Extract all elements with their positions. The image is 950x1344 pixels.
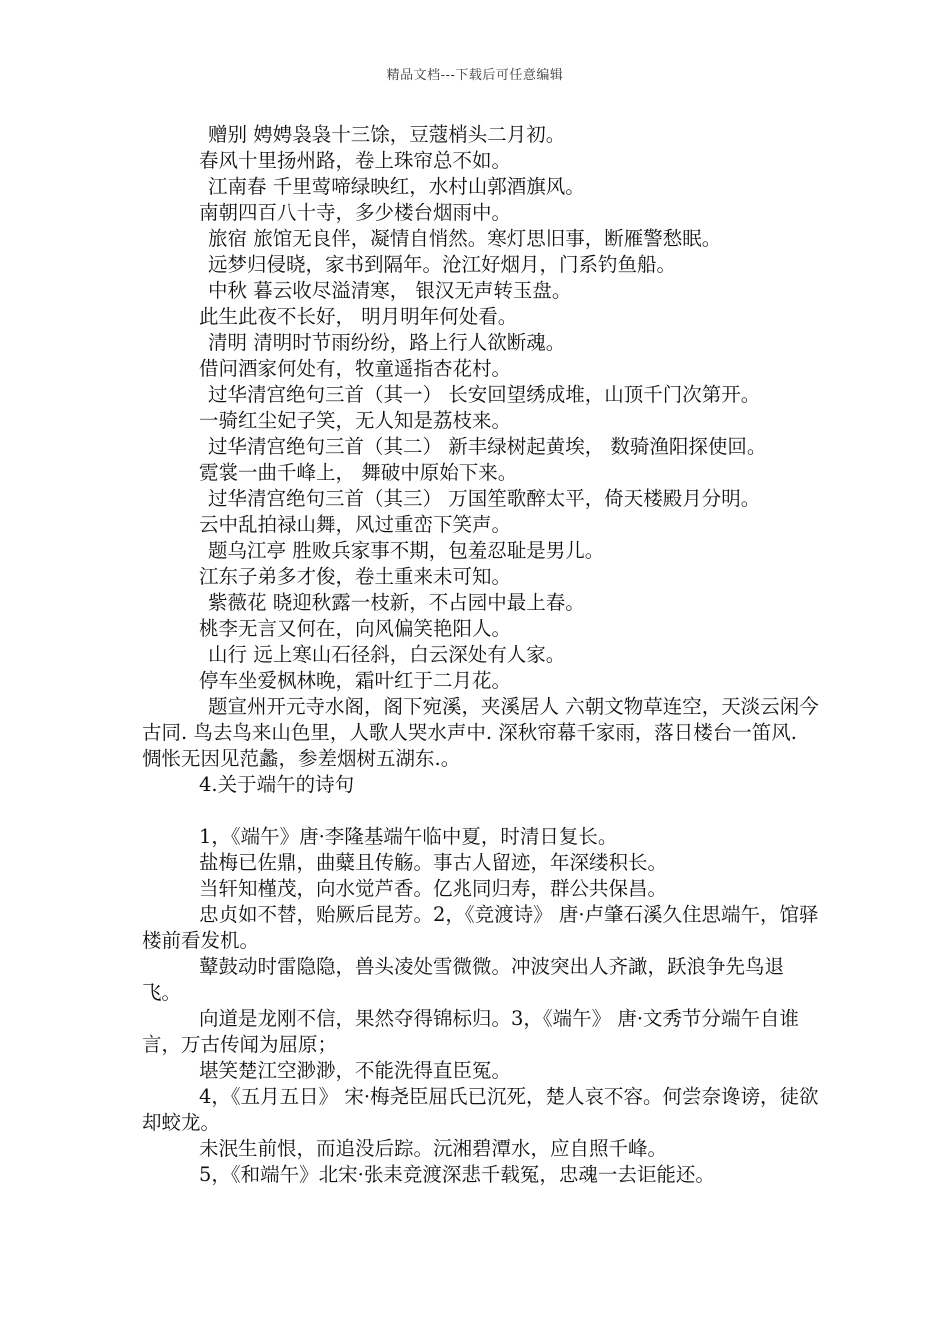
text-paragraph: 一骑红尘妃子笑，无人知是荔枝来。 <box>199 409 512 432</box>
poem-title-paragraph: 过华清宫绝句三首（其三） 万国笙歌醉太平，倚天楼殿月分明。 <box>208 487 761 510</box>
poem-title-paragraph: 题乌江亭 胜败兵家事不期，包羞忍耻是男儿。 <box>208 539 605 562</box>
document-body <box>142 122 822 1188</box>
text-paragraph: 1，《端午》唐·李隆基端午临中夏，时清日复长。 <box>199 825 618 848</box>
text-paragraph: 鼙鼓动时雷隐隐，兽头凌处雪微微。冲波突出人齐譀，跃浪争先鸟退飞。 <box>142 955 785 1004</box>
poem-title-paragraph: 清明 清明时节雨纷纷，路上行人欲断魂。 <box>208 331 566 354</box>
text-paragraph: 云中乱拍禄山舞，风过重峦下笑声。 <box>199 513 512 536</box>
text-paragraph: 4.关于端午的诗句 <box>199 773 355 796</box>
blank-line <box>142 798 822 824</box>
text-paragraph: 堪笑楚江空渺渺，不能洗得直臣冤。 <box>199 1059 512 1082</box>
poem-title-paragraph: 赠别 娉娉袅袅十三馀，豆蔻梢头二月初。 <box>208 123 566 146</box>
text-paragraph: 5，《和端午》北宋·张耒竞渡深悲千载冤，忠魂一去讵能还。 <box>199 1163 715 1186</box>
page-header: 精品文档---下载后可任意编辑 <box>386 68 564 83</box>
text-paragraph: 此生此夜不长好， 明月明年何处看。 <box>199 305 518 328</box>
poem-title-paragraph: 中秋 暮云收尽溢清寒， 银汉无声转玉盘。 <box>208 279 572 302</box>
text-paragraph: 春风十里扬州路，卷上珠帘总不如。 <box>199 149 512 172</box>
text-paragraph: 桃李无言又何在，向风偏笑艳阳人。 <box>199 617 512 640</box>
poem-title-paragraph: 过华清宫绝句三首（其二） 新丰绿树起黄埃， 数骑渔阳探使回。 <box>208 435 767 458</box>
text-paragraph: 江东子弟多才俊，卷土重来未可知。 <box>199 565 512 588</box>
poem-title-paragraph: 山行 远上寒山石径斜，白云深处有人家。 <box>208 643 566 666</box>
text-paragraph: 未泯生前恨，而追没后踪。沅湘碧潭水，应自照千峰。 <box>199 1137 668 1160</box>
poem-title-paragraph: 题宣州开元寺水阁，阁下宛溪，夹溪居人 六朝文物草连空，天淡云闲今古同. 鸟去鸟来山色里，人歌人哭水声中. 深秋帘幕千家雨，落日楼台一笛风. 惆怅无因见范蠡，参差烟树五湖东.。 <box>142 695 819 770</box>
text-paragraph: 向道是龙刚不信，果然夺得锦标归。3，《端午》 唐·文秀节分端午自谁言，万古传闻为屈原； <box>142 1007 800 1056</box>
poem-title-paragraph: 过华清宫绝句三首（其一） 长安回望绣成堆，山顶千门次第开。 <box>208 383 761 406</box>
text-paragraph: 南朝四百八十寺，多少楼台烟雨中。 <box>199 201 512 224</box>
text-paragraph: 霓裳一曲千峰上， 舞破中原始下来。 <box>199 461 518 484</box>
poem-title-paragraph: 旅宿 旅馆无良伴，凝情自悄然。寒灯思旧事，断雁警愁眠。 <box>208 227 722 250</box>
text-paragraph: 借问酒家何处有，牧童遥指杏花村。 <box>199 357 512 380</box>
text-paragraph: 当轩知槿茂，向水觉芦香。亿兆同归寿，群公共保昌。 <box>199 877 668 900</box>
poem-title-paragraph: 远梦归侵晓，家书到隔年。沧江好烟月，门系钓鱼船。 <box>208 253 677 276</box>
text-paragraph: 停车坐爱枫林晚，霜叶红于二月花。 <box>199 669 512 692</box>
text-paragraph: 盐梅已佐鼎，曲糵且传觞。事古人留迹，年深缕积长。 <box>199 851 668 874</box>
poem-title-paragraph: 江南春 千里莺啼绿映红，水村山郭酒旗风。 <box>208 175 585 198</box>
text-paragraph: 4，《五月五日》 宋·梅尧臣屈氏已沉死，楚人哀不容。何尝奈谗谤，徒欲却蛟龙。 <box>142 1085 819 1134</box>
poem-title-paragraph: 紫薇花 晓迎秋露一枝新，不占园中最上春。 <box>208 591 585 614</box>
text-paragraph: 忠贞如不替，贻厥后昆芳。2，《竞渡诗》 唐·卢肇石溪久住思端午，馆驿楼前看发机。 <box>142 903 819 952</box>
